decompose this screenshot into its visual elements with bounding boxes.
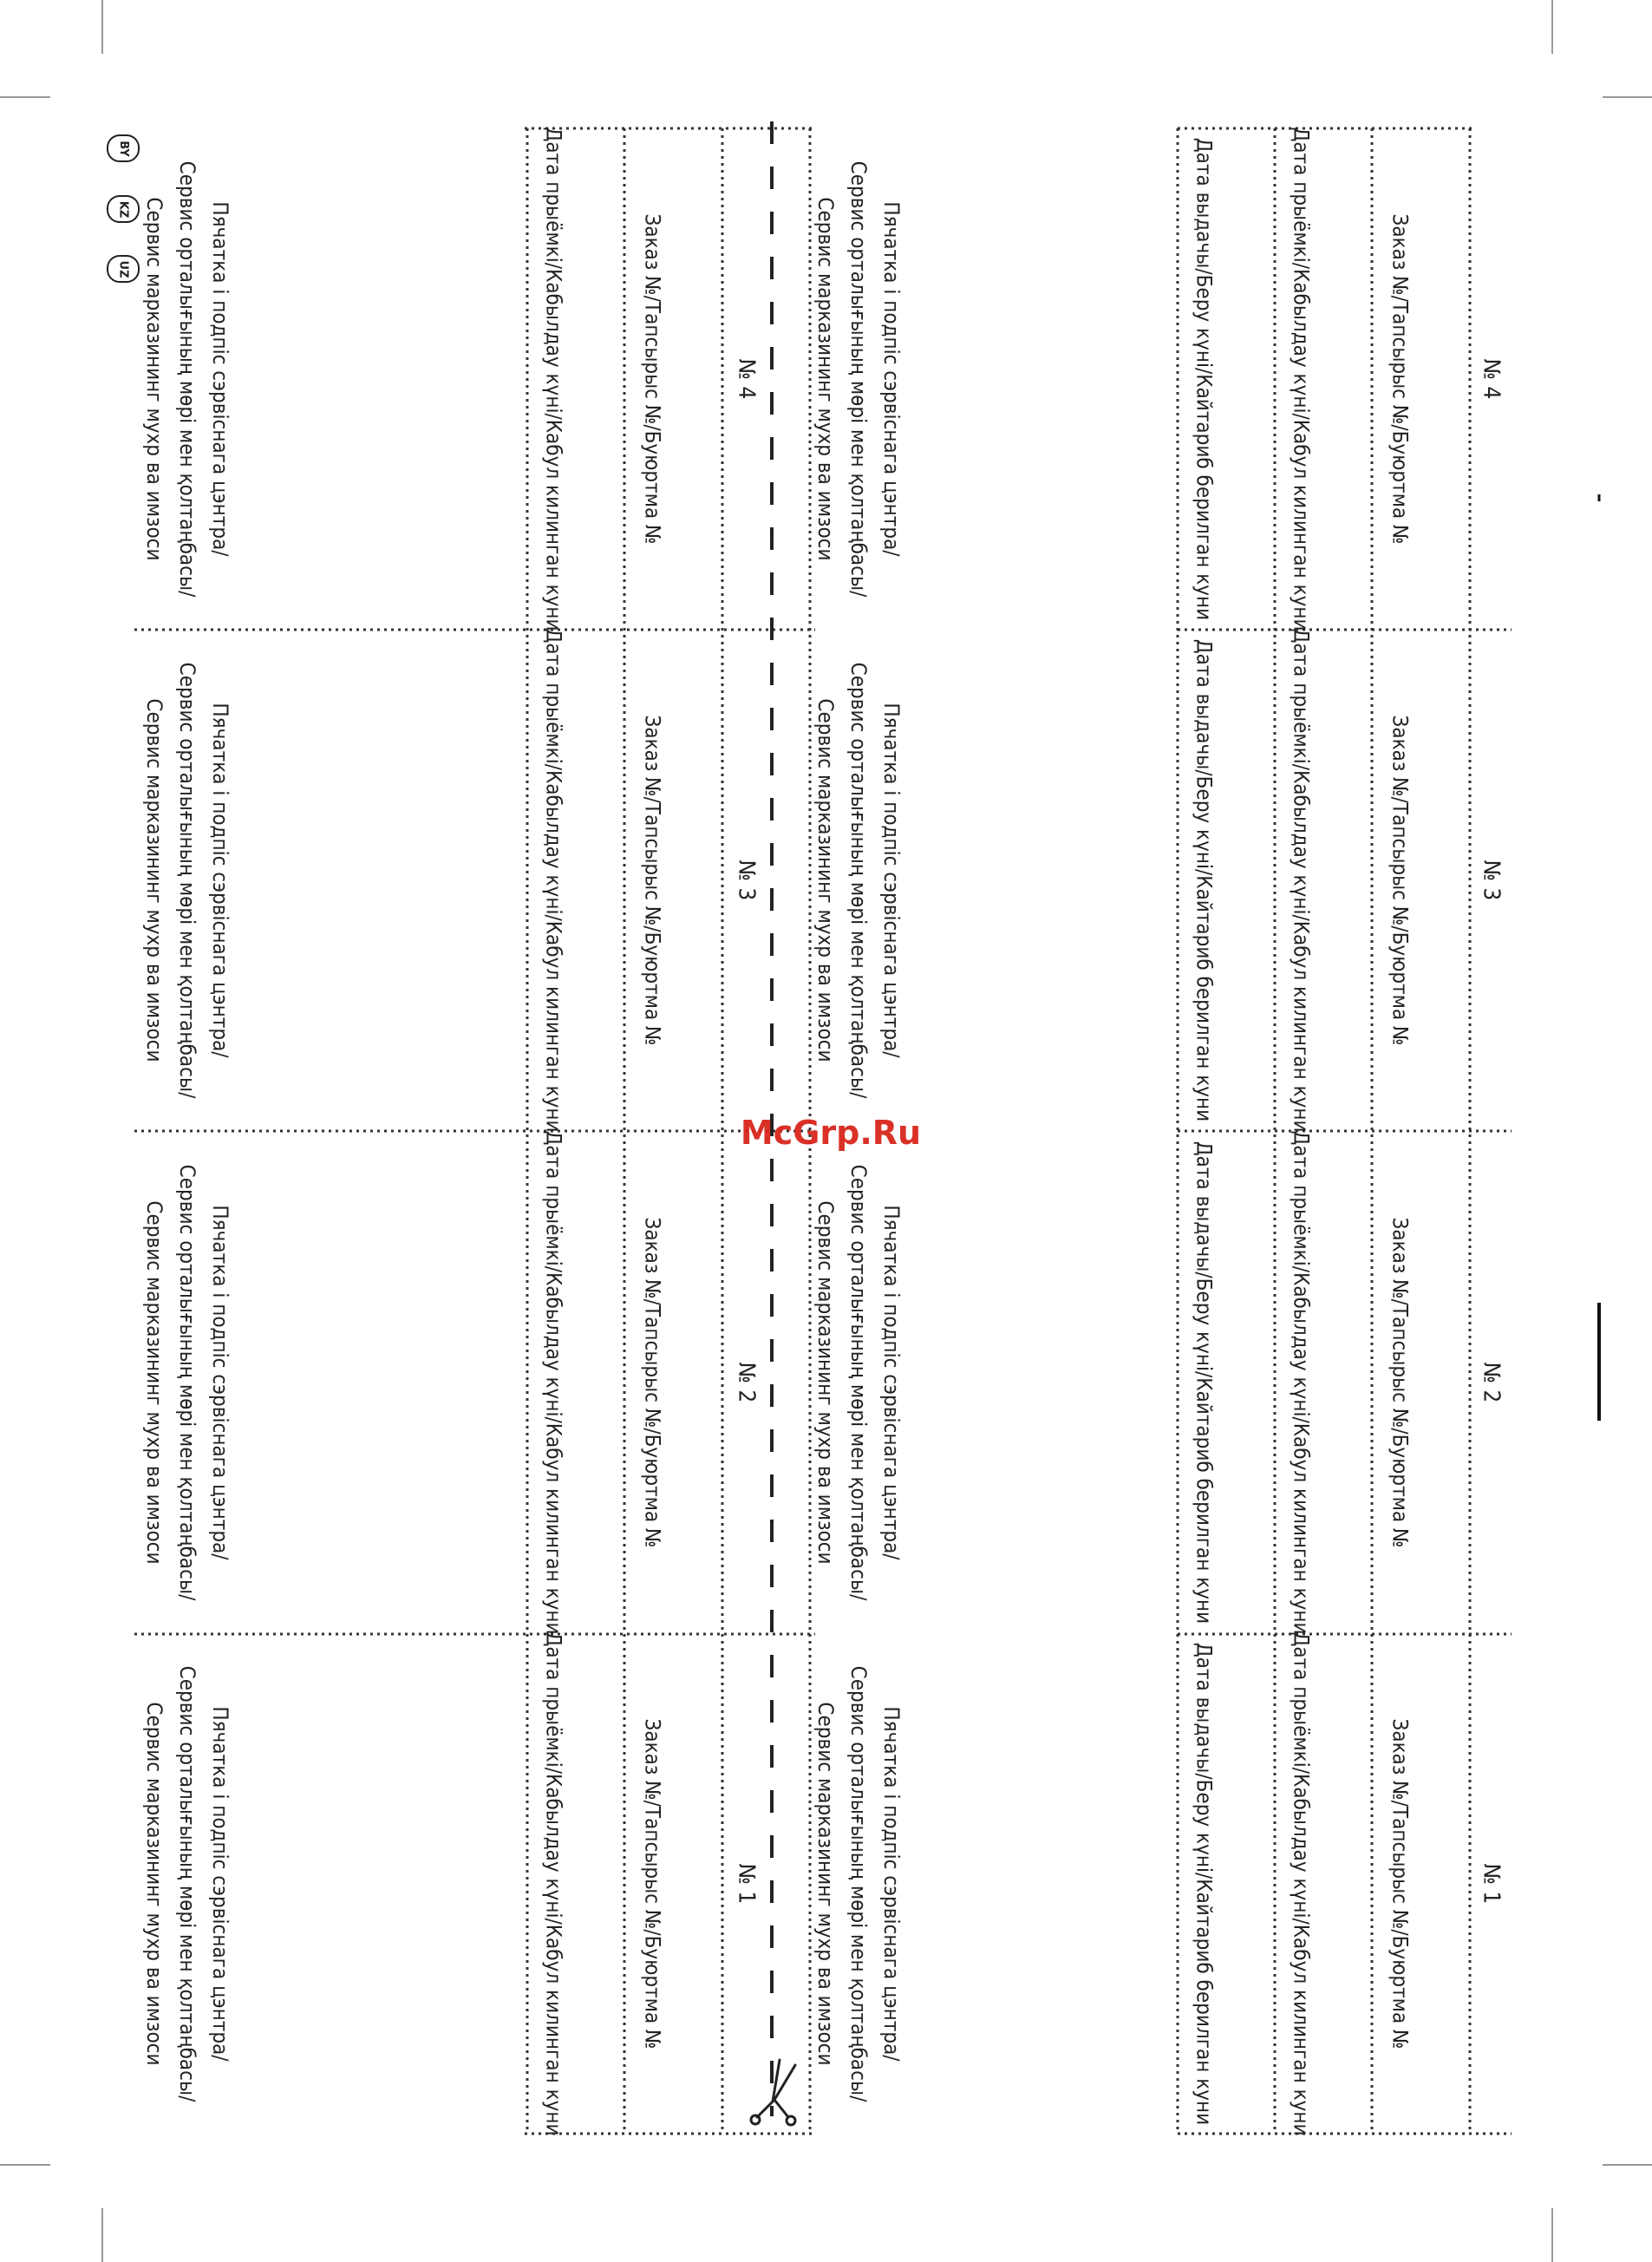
order-number-field: Заказ №/Тапсырыс №/Буюртма №: [1388, 213, 1413, 545]
service-stamp-field: Пячатка і подпіс сэрвіснага цэнтра/ Сервис орталығының мөрі мен қолтаңбасы/ Сервис марказининг мухр ва имзоси: [813, 1164, 904, 1601]
order-number-field: Заказ №/Тапсырыс №/Буюртма №: [640, 1217, 665, 1548]
order-number-field: Заказ №/Тапсырыс №/Буюртма №: [640, 715, 665, 1046]
order-number-field: Заказ №/Тапсырыс №/Буюртма №: [1388, 1718, 1413, 2050]
order-number-field: Заказ №/Тапсырыс №/Буюртма №: [1388, 715, 1413, 1046]
service-stamp-field: Пячатка і подпіс сэрвіснага цэнтра/ Сервис орталығының мөрі мен қолтаңбасы/ Сервис марказининг мухр ва имзоси: [142, 160, 232, 598]
coupon-label-left: № 2: [733, 1362, 760, 1403]
coupon-label-left: № 1: [733, 1863, 760, 1905]
service-stamp-field: Пячатка і подпіс сэрвіснага цэнтра/ Сервис орталығының мөрі мен қолтаңбасы/ Сервис марказининг мухр ва имзоси: [813, 662, 904, 1099]
scissors-icon: [748, 2056, 800, 2128]
accept-date-field: Дата прыёмкі/Кабылдау күні/Кабул килинган куни: [1289, 127, 1314, 631]
service-stamp-field: Пячатка і подпіс сэрвіснага цэнтра/ Сервис орталығының мөрі мен қолтаңбасы/ Сервис марказининг мухр ва имзоси: [813, 1665, 904, 2102]
service-stamp-field: Пячатка і подпіс сэрвіснага цэнтра/ Сервис орталығының мөрі мен қолтаңбасы/ Сервис марказининг мухр ва имзоси: [142, 1164, 232, 1601]
order-number-field: Заказ №/Тапсырыс №/Буюртма №: [640, 1718, 665, 2050]
order-number-field: Заказ №/Тапсырыс №/Буюртма №: [640, 213, 665, 545]
accept-date-field: Дата прыёмкі/Кабылдау күні/Кабул килинган куни: [1289, 1130, 1314, 1635]
accept-date-field: Дата прыёмкі/Кабылдау күні/Кабул килинган куни: [541, 1631, 566, 2136]
watermark: McGrp.Ru: [740, 1114, 922, 1152]
service-stamp-field: Пячатка і подпіс сэрвіснага цэнтра/ Сервис орталығының мөрі мен қолтаңбасы/ Сервис марказининг мухр ва имзоси: [142, 662, 232, 1099]
order-number-field: Заказ №/Тапсырыс №/Буюртма №: [1388, 1217, 1413, 1548]
accept-date-field: Дата прыёмкі/Кабылдау күні/Кабул килинган куни: [541, 1130, 566, 1635]
service-stamp-field: Пячатка і подпіс сэрвіснага цэнтра/ Сервис орталығының мөрі мен қолтаңбасы/ Сервис марказининг мухр ва имзоси: [813, 160, 904, 598]
lang-badge-kz: KZ: [107, 195, 140, 223]
issue-date-field: Дата выдачы/Беру күні/Кайтариб берилган куни: [1192, 638, 1217, 1122]
issue-date-field: Дата выдачы/Беру күні/Кайтариб берилган куни: [1192, 1141, 1217, 1625]
coupon-label-right: № 2: [1478, 1362, 1505, 1403]
issue-date-field: Дата выдачы/Беру күні/Кайтариб берилган куни: [1192, 1642, 1217, 2126]
accept-date-field: Дата прыёмкі/Кабылдау күні/Кабул килинган куни: [1289, 628, 1314, 1133]
accept-date-field: Дата прыёмкі/Кабылдау күні/Кабул килинган куни: [541, 127, 566, 631]
coupon-label-right: № 4: [1478, 358, 1505, 400]
coupon-label-right: № 3: [1478, 860, 1505, 901]
coupon-label-left: № 3: [733, 860, 760, 901]
issue-date-field: Дата выдачы/Беру күні/Кайтариб берилган куни: [1192, 137, 1217, 621]
accept-date-field: Дата прыёмкі/Кабылдау күні/Кабул килинган куни: [1289, 1631, 1314, 2136]
service-stamp-field: Пячатка і подпіс сэрвіснага цэнтра/ Сервис орталығының мөрі мен қолтаңбасы/ Сервис марказининг мухр ва имзоси: [142, 1665, 232, 2102]
coupon-label-right: № 1: [1478, 1863, 1505, 1905]
accept-date-field: Дата прыёмкі/Кабылдау күні/Кабул килинган куни: [541, 628, 566, 1133]
lang-badge-uz: UZ: [107, 255, 140, 283]
lang-badge-by: BY: [107, 134, 140, 162]
coupon-label-left: № 4: [733, 358, 760, 400]
